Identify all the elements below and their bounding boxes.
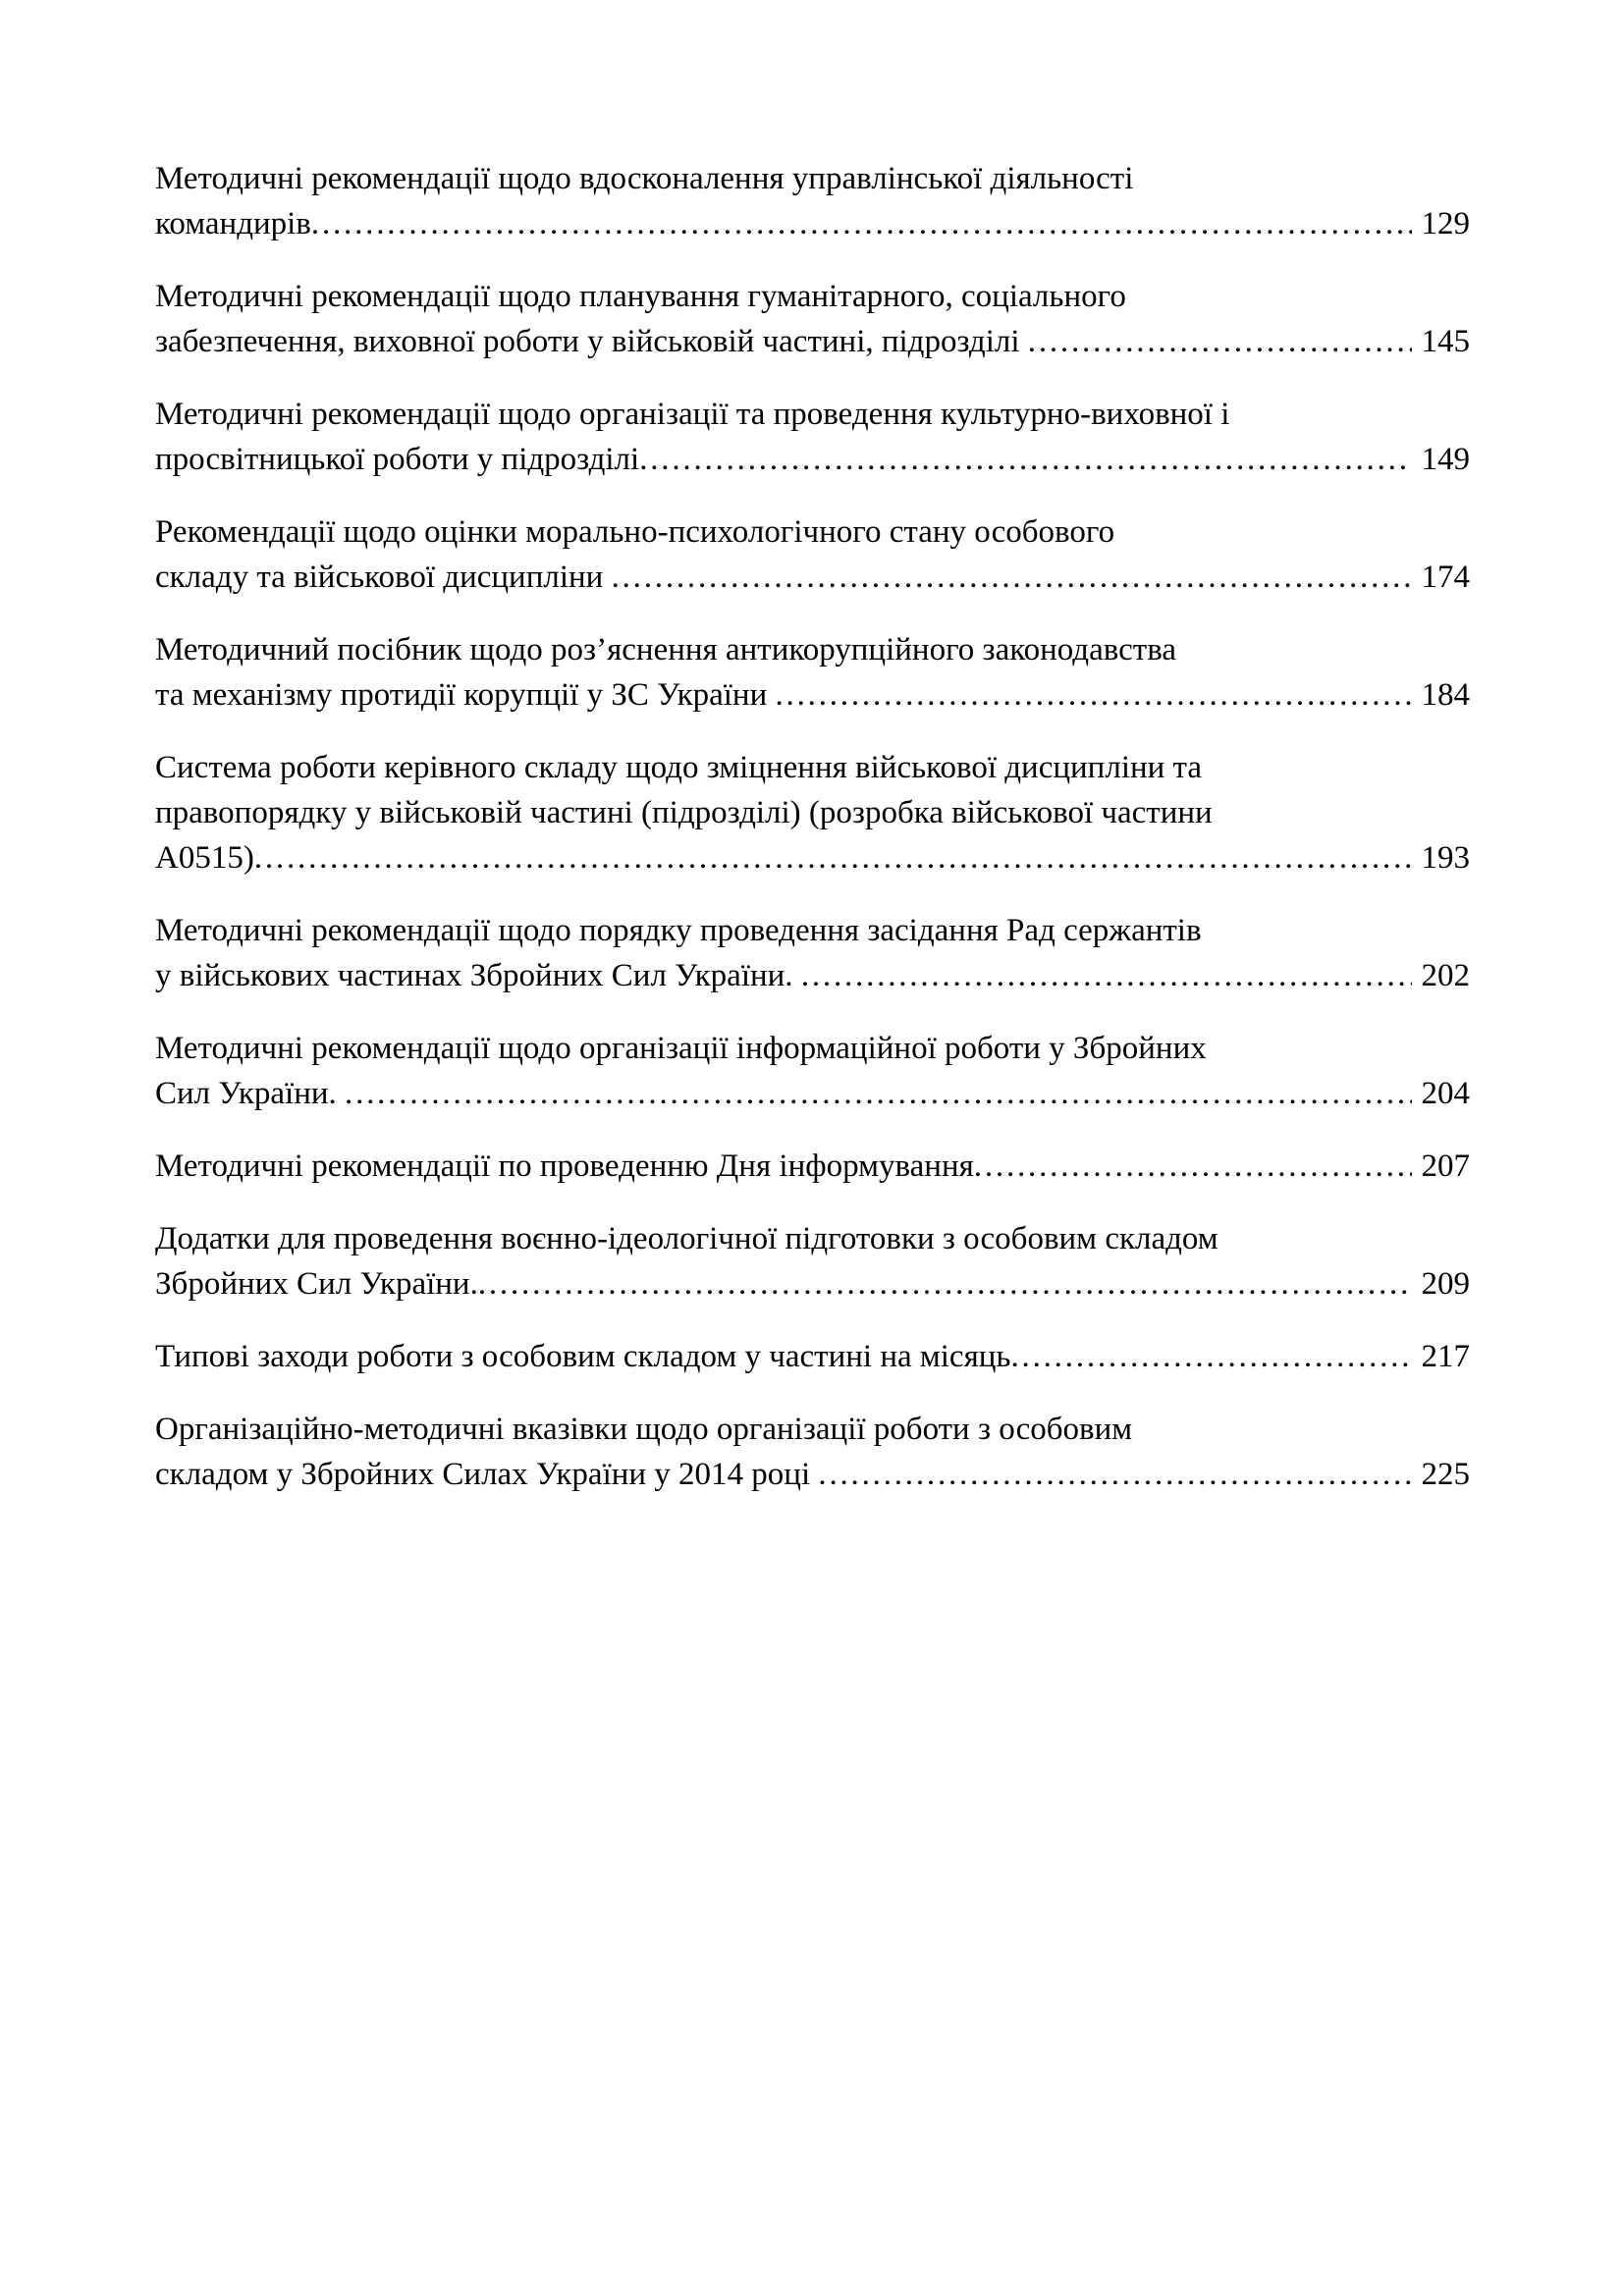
toc-entry-last-line xyxy=(155,953,1470,998)
page-number: 225 xyxy=(1421,1457,1470,1492)
page-number: 202 xyxy=(1421,958,1470,993)
toc-entry-line: Методичні рекомендації щодо планування гуманітарного, соціального xyxy=(155,279,1126,314)
toc-entry-text: командирів xyxy=(155,206,311,241)
toc-entry-text: складом у Збройних Силах України у 2014 році xyxy=(155,1457,819,1492)
toc-entry-last-line xyxy=(155,319,1470,364)
toc-entry-text: та механізму протидії корупції у ЗС України xyxy=(155,677,776,713)
page-number: 193 xyxy=(1421,840,1470,876)
toc-entry xyxy=(155,274,1470,364)
toc-entry xyxy=(155,1216,1470,1307)
toc-entry-last-line xyxy=(155,555,1470,600)
dot-leader xyxy=(311,201,1412,246)
toc-entry-text: складу та військової дисципліни xyxy=(155,560,612,595)
toc-entry-last-line xyxy=(155,1452,1470,1497)
toc-entry-line: Методичні рекомендації щодо вдосконалення управлінської діяльності xyxy=(155,161,1134,196)
toc-entry-line: Методичні рекомендації щодо організації та проведення культурно-виховної і xyxy=(155,397,1230,432)
toc-entry xyxy=(155,1407,1470,1497)
toc-entry xyxy=(155,627,1470,718)
page-number: 209 xyxy=(1421,1266,1470,1302)
dot-leader xyxy=(1010,1334,1411,1379)
dot-leader xyxy=(974,1144,1412,1189)
toc-entry-last-line xyxy=(155,1261,1470,1307)
toc-entry xyxy=(155,908,1470,998)
toc-entry-text: забезпечення, виховної роботи у військовій частині, підрозділі xyxy=(155,324,1028,359)
page-number: 217 xyxy=(1421,1339,1470,1374)
dot-leader xyxy=(776,672,1412,718)
toc-entry-last-line xyxy=(155,1334,1470,1379)
page-number: 129 xyxy=(1421,206,1470,241)
toc-entry-last-line xyxy=(155,1144,1470,1189)
toc-entry-text: А0515) xyxy=(155,840,254,876)
toc-entry-last-line xyxy=(155,437,1470,482)
toc-entry-last-line xyxy=(155,201,1470,246)
toc-entry xyxy=(155,1334,1470,1379)
toc-entry-line: правопорядку у військовій частині (підрозділі) (розробка військової частини xyxy=(155,795,1213,830)
toc-entry xyxy=(155,1026,1470,1116)
toc-entry-line: Додатки для проведення воєнно-ідеологічної підготовки з особовим складом xyxy=(155,1221,1218,1256)
page-number: 149 xyxy=(1421,442,1470,477)
toc-entry-line: Рекомендації щодо оцінки морально-психологічного стану особового xyxy=(155,514,1115,550)
toc-entry xyxy=(155,392,1470,482)
page-number: 204 xyxy=(1421,1076,1470,1111)
toc-entry-text: Методичні рекомендації по проведенню Дня інформування xyxy=(155,1148,974,1184)
toc-entry-line: Організаційно-методичні вказівки щодо організації роботи з особовим xyxy=(155,1412,1133,1447)
dot-leader xyxy=(478,1261,1412,1307)
toc-entry-last-line xyxy=(155,672,1470,718)
dot-leader xyxy=(612,555,1412,600)
page-number: 184 xyxy=(1421,677,1470,713)
toc-entry-text: Сил України. xyxy=(155,1076,346,1111)
dot-leader xyxy=(254,835,1412,881)
toc-entry xyxy=(155,156,1470,246)
toc-entry-line: Методичні рекомендації щодо організації інформаційної роботи у Збройних xyxy=(155,1031,1207,1066)
toc-entry-text: Типові заходи роботи з особовим складом у частині на місяць xyxy=(155,1339,1011,1374)
dot-leader xyxy=(1028,319,1412,364)
page-number: 174 xyxy=(1421,560,1470,595)
dot-leader xyxy=(345,1071,1411,1116)
toc-entry-line: Методичний посібник щодо роз’яснення антикорупційного законодавства xyxy=(155,632,1176,667)
toc-entry-text: просвітницької роботи у підрозділі xyxy=(155,442,640,477)
dot-leader xyxy=(801,953,1412,998)
toc-entry xyxy=(155,509,1470,600)
page-number: 207 xyxy=(1421,1148,1470,1184)
toc-entry-text: у військових частинах Збройних Сил України. xyxy=(155,958,801,993)
dot-leader xyxy=(639,437,1411,482)
toc-entry xyxy=(155,1144,1470,1189)
page-number: 145 xyxy=(1421,324,1470,359)
dot-leader xyxy=(818,1452,1411,1497)
toc-entry xyxy=(155,745,1470,881)
table-of-contents xyxy=(155,156,1470,1497)
toc-entry-text: Збройних Сил України. xyxy=(155,1266,478,1302)
toc-entry-last-line xyxy=(155,835,1470,881)
toc-entry-last-line xyxy=(155,1071,1470,1116)
toc-entry-line: Методичні рекомендації щодо порядку проведення засідання Рад сержантів xyxy=(155,913,1202,948)
toc-entry-line: Система роботи керівного складу щодо зміцнення військової дисципліни та xyxy=(155,750,1203,785)
